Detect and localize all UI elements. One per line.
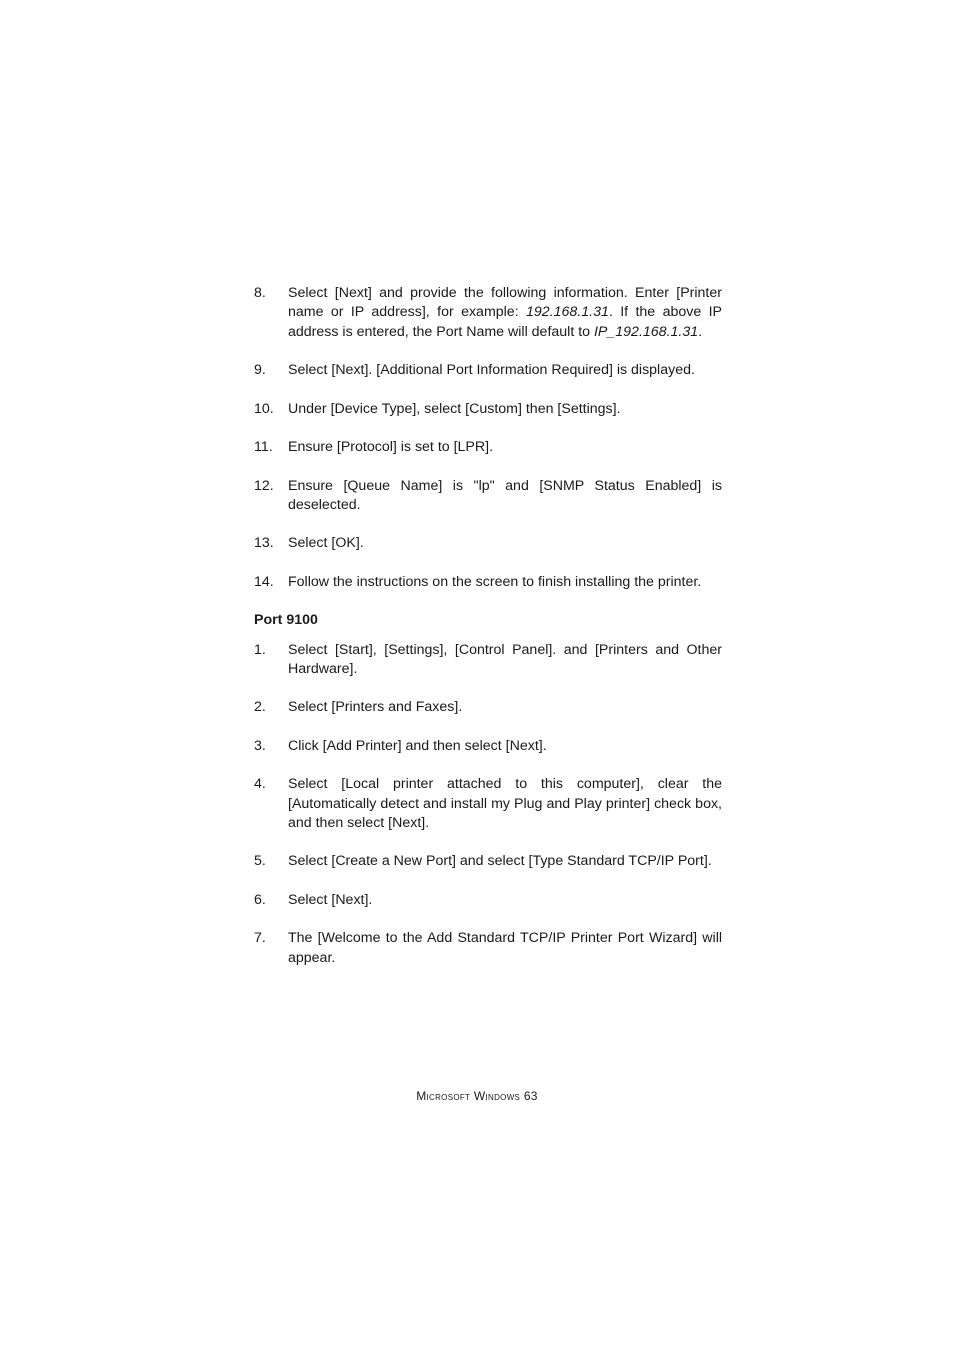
list-item: [254, 641, 722, 680]
list-item: [254, 438, 722, 457]
item-number: 4.: [254, 776, 266, 793]
item-text-part: Select [Next] and provide the following information. Enter [Printer name or IP address], for example:: [288, 285, 722, 321]
item-text-part: .: [698, 323, 703, 340]
item-text: Select [Next].: [288, 891, 373, 908]
item-text: Select [Printers and Faxes].: [288, 699, 463, 716]
item-number: 1.: [254, 641, 266, 658]
item-text-part: . If the above IP address is entered, the Port Name will default to: [288, 304, 723, 340]
page-footer: [0, 1089, 954, 1103]
item-text: Ensure [Protocol] is set to [LPR].: [288, 439, 494, 456]
item-number: 9.: [254, 362, 266, 379]
footer-title: Microsoft Windows: [416, 1089, 521, 1103]
item-text: Select [Local printer attached to this computer], clear the [Automatically detect and install my Plug and Play printer] check box, and then select [Next].: [288, 776, 722, 831]
list-item: [254, 361, 722, 380]
list-item: [254, 534, 722, 553]
item-number: 7.: [254, 930, 266, 947]
item-number: 14.: [254, 573, 274, 590]
item-number: 13.: [254, 535, 274, 552]
list-item: [254, 929, 722, 968]
list-item: [254, 698, 722, 717]
list-item: [254, 891, 722, 910]
item-number: 3.: [254, 737, 266, 754]
item-text: The [Welcome to the Add Standard TCP/IP Printer Port Wizard] will appear.: [288, 930, 722, 966]
item-text: Select [Create a New Port] and select [Type Standard TCP/IP Port].: [288, 853, 712, 870]
list-item: [254, 737, 722, 756]
item-number: 6.: [254, 891, 266, 908]
item-number: 10.: [254, 400, 274, 417]
item-text: Select [OK].: [288, 535, 364, 552]
list-item: [254, 573, 722, 592]
list-item: [254, 852, 722, 871]
item-number: 5.: [254, 853, 266, 870]
item-text: Click [Add Printer] and then select [Next].: [288, 737, 547, 754]
item-number: 12.: [254, 477, 274, 494]
item-number: 8.: [254, 285, 266, 301]
item-text: [288, 285, 722, 340]
item-text: Follow the instructions on the screen to finish installing the printer.: [288, 573, 702, 590]
list-item: [254, 477, 722, 516]
example-port-name: IP_192.168.1.31: [593, 323, 699, 340]
list-item: [254, 284, 722, 342]
item-text: Under [Device Type], select [Custom] then [Settings].: [288, 400, 621, 417]
list-item: [254, 775, 722, 833]
item-text: Ensure [Queue Name] is "lp" and [SNMP Status Enabled] is deselected.: [288, 477, 722, 513]
example-ip: 192.168.1.31: [526, 304, 609, 321]
item-number: 2.: [254, 699, 266, 716]
page-content: [254, 284, 722, 968]
item-text: Select [Next]. [Additional Port Information Required] is displayed.: [288, 362, 695, 379]
list-item: [254, 400, 722, 419]
item-text: Select [Start], [Settings], [Control Panel]. and [Printers and Other Hardware].: [288, 641, 722, 677]
item-number: 11.: [254, 439, 273, 456]
section-heading: Port 9100: [254, 612, 318, 629]
page-number: 63: [523, 1089, 538, 1103]
